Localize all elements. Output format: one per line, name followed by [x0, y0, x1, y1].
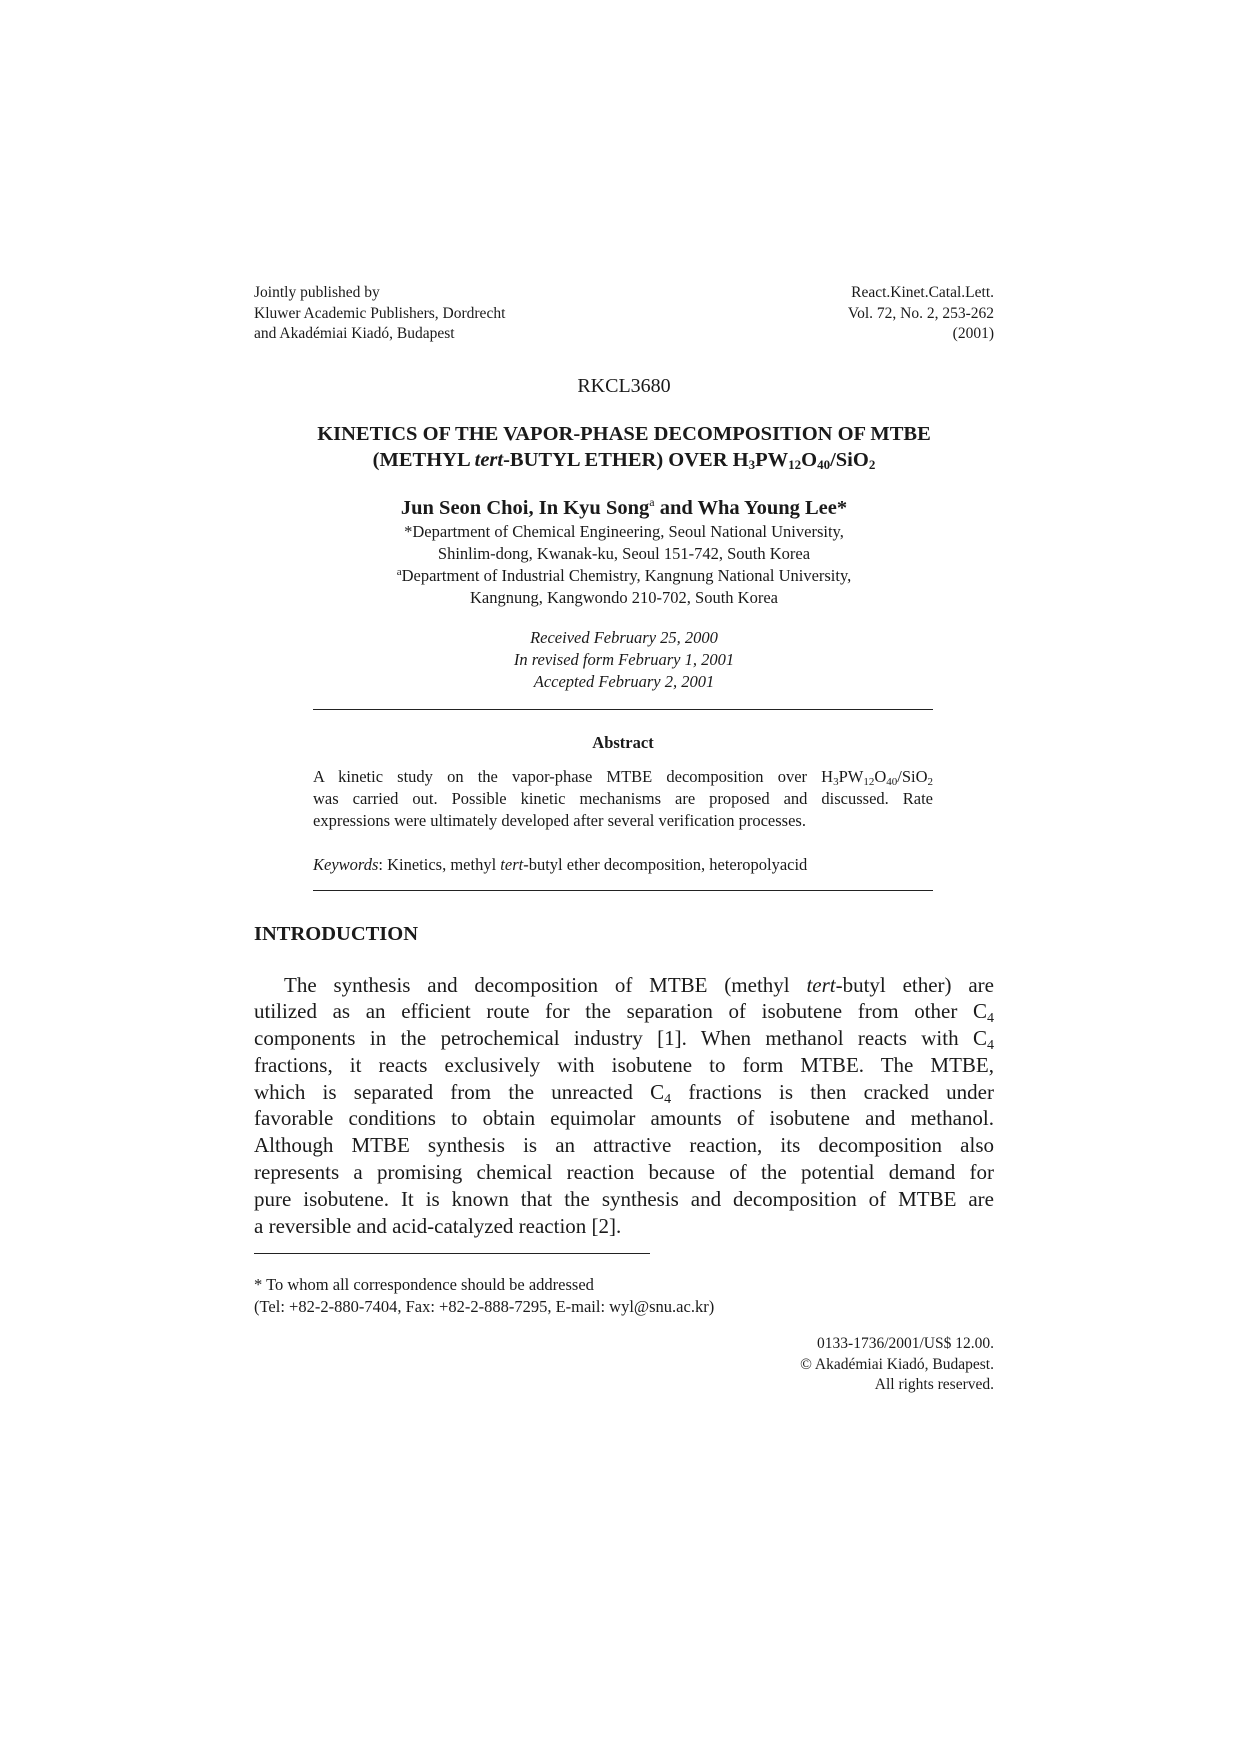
- title-text: (METHYL: [372, 448, 475, 471]
- abstract-line: [313, 766, 933, 788]
- body-fragment: fractions is then cracked under: [671, 1079, 994, 1104]
- keywords-text: -butyl ether decomposition, heteropolyacid: [523, 854, 808, 874]
- body-line: [254, 998, 994, 1025]
- body-line: represents a promising chemical reaction because of the potential demand for: [254, 1160, 994, 1185]
- subscript: 2: [927, 775, 933, 788]
- subscript: 3: [833, 775, 839, 788]
- body-fragment: utilized as an efficient route for the separation of isobutene from other C: [254, 999, 987, 1024]
- footnote-line: * To whom all correspondence should be addressed: [254, 1275, 594, 1295]
- body-fragment: which is separated from the unreacted C: [254, 1079, 665, 1104]
- title-text: O: [801, 448, 818, 471]
- body-line: Although MTBE synthesis is an attractive reaction, its decomposition also: [254, 1133, 994, 1158]
- publisher-line: Jointly published by: [254, 284, 380, 301]
- affiliation-marker: a: [649, 494, 655, 509]
- author-list: [254, 495, 994, 521]
- abstract-line: was carried out. Possible kinetic mechanisms are proposed and discussed. Rate: [313, 788, 933, 808]
- affiliation-line: *Department of Chemical Engineering, Seoul National University,: [404, 521, 844, 541]
- body-line: [254, 972, 994, 999]
- publisher-info: [254, 283, 505, 345]
- body-line: fractions, it reacts exclusively with isobutene to form MTBE. The MTBE,: [254, 1052, 994, 1077]
- affiliation-text: Department of Industrial Chemistry, Kangnung National University,: [401, 565, 852, 585]
- introduction-paragraph: [254, 972, 994, 1240]
- author-names: Jun Seon Choi, In Kyu Song: [400, 496, 650, 519]
- abstract-fragment: A kinetic study on the vapor-phase MTBE decomposition over H: [313, 766, 834, 786]
- title-text: -BUTYL ETHER) OVER H: [503, 448, 749, 471]
- correspondence-footnote: [254, 1274, 994, 1318]
- title-text: PW: [755, 448, 789, 471]
- abstract-fragment: PW: [838, 766, 864, 786]
- body-italic: tert: [806, 972, 836, 997]
- paper-title: [254, 421, 994, 473]
- body-fragment: components in the petrochemical industry [1]. When methanol reacts with C: [254, 1026, 987, 1051]
- subscript: 4: [987, 1038, 994, 1054]
- received-date: Received February 25, 2000: [530, 627, 718, 647]
- affiliation-line: [254, 565, 994, 587]
- subscript: 40: [817, 456, 831, 472]
- keywords-italic: tert: [500, 854, 524, 874]
- submission-dates: [254, 627, 994, 693]
- subscript: 12: [788, 456, 802, 472]
- publisher-line: Kluwer Academic Publishers, Dordrecht: [254, 304, 506, 322]
- copyright-line: 0133-1736/2001/US$ 12.00.: [817, 1335, 994, 1353]
- keywords-label: Keywords: [313, 854, 379, 874]
- footnote-line: (Tel: +82-2-880-7404, Fax: +82-2-888-7295, E-mail: wyl@snu.ac.kr): [254, 1297, 715, 1317]
- copyright-block: [254, 1334, 994, 1396]
- abstract-text: [313, 766, 933, 832]
- paper-page: [254, 283, 994, 1396]
- publisher-line: and Akadémiai Kiadó, Budapest: [254, 325, 455, 342]
- title-text: /SiO: [830, 448, 869, 471]
- introduction-heading: INTRODUCTION: [254, 922, 419, 945]
- body-line: favorable conditions to obtain equimolar amounts of isobutene and methanol.: [254, 1106, 994, 1131]
- journal-line: Vol. 72, No. 2, 253-262: [847, 304, 994, 322]
- affiliations: [254, 521, 994, 609]
- title-italic: tert: [474, 448, 504, 471]
- abstract-heading: Abstract: [592, 732, 654, 752]
- title-line-2: [254, 447, 994, 473]
- journal-line: (2001): [952, 325, 994, 342]
- copyright-line: © Akadémiai Kiadó, Budapest.: [800, 1355, 994, 1373]
- subscript: 2: [868, 456, 876, 472]
- affiliation-line: Kangnung, Kangwondo 210-702, South Korea: [470, 587, 778, 607]
- author-names: and Wha Young Lee*: [654, 496, 848, 519]
- title-line-1: KINETICS OF THE VAPOR-PHASE DECOMPOSITION OF MTBE: [317, 422, 931, 445]
- copyright-line: All rights reserved.: [874, 1376, 994, 1394]
- abstract-section: [313, 732, 933, 876]
- subscript: 4: [664, 1091, 672, 1107]
- document-id: RKCL3680: [577, 374, 671, 397]
- abstract-fragment: O: [874, 766, 887, 786]
- subscript: 12: [863, 775, 875, 788]
- subscript: 3: [748, 456, 756, 472]
- abstract-line: expressions were ultimately developed after several verification processes.: [313, 810, 806, 830]
- body-line: [254, 1079, 994, 1106]
- journal-line: React.Kinet.Catal.Lett.: [851, 284, 994, 301]
- body-line: pure isobutene. It is known that the synthesis and decomposition of MTBE are: [254, 1186, 994, 1211]
- abstract-bottom-rule: [313, 890, 933, 891]
- keywords-text: : Kinetics, methyl: [378, 854, 501, 874]
- accepted-date: Accepted February 2, 2001: [533, 671, 715, 691]
- footnote-rule: [254, 1253, 650, 1254]
- body-fragment: -butyl ether) are: [835, 972, 994, 997]
- publication-header: [254, 283, 994, 345]
- subscript: 40: [886, 775, 898, 788]
- abstract-top-rule: [313, 709, 933, 710]
- affiliation-line: Shinlim-dong, Kwanak-ku, Seoul 151-742, South Korea: [437, 543, 811, 563]
- body-line: [254, 1025, 994, 1052]
- keywords: [313, 854, 933, 876]
- body-fragment: The synthesis and decomposition of MTBE (methyl: [284, 972, 807, 997]
- body-line: a reversible and acid-catalyzed reaction [2].: [254, 1213, 622, 1238]
- affiliation-marker: a: [396, 565, 402, 578]
- journal-info: [848, 283, 994, 345]
- abstract-fragment: /SiO: [897, 766, 928, 786]
- revised-date: In revised form February 1, 2001: [513, 649, 735, 669]
- subscript: 4: [987, 1011, 994, 1027]
